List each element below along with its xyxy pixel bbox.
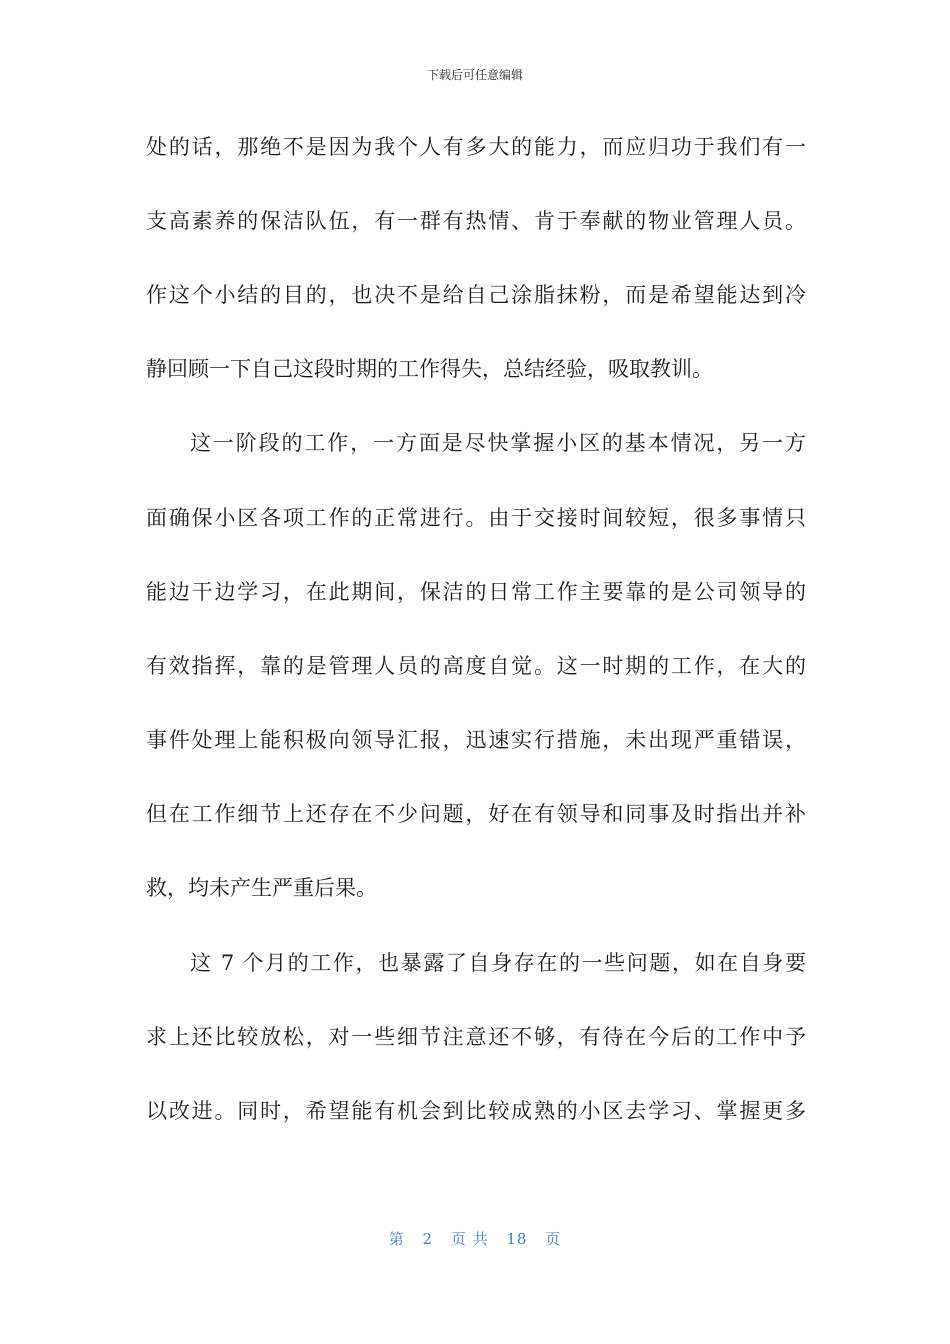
text-line: 处的话，那绝不是因为我个人有多大的能力，而应归功于我们有一 xyxy=(146,135,806,159)
text-line: 静回顾一下自己这段时期的工作得失，总结经验，吸取教训。 xyxy=(146,357,713,381)
total-suffix: 页 xyxy=(545,1230,562,1248)
text-line: 求上还比较放松，对一些细节注意还不够，有待在今后的工作中予 xyxy=(146,1025,806,1049)
text-line: 有效指挥，靠的是管理人员的高度自觉。这一时期的工作，在大的 xyxy=(146,654,806,678)
text-line: 支高素养的保洁队伍，有一群有热情、肯于奉献的物业管理人员。 xyxy=(146,209,806,233)
page-header: 下载后可任意编辑 xyxy=(426,68,523,82)
text-line: 作这个小结的目的，也决不是给自己涂脂抹粉，而是希望能达到冷 xyxy=(146,283,806,307)
text-line: 救，均未产生严重后果。 xyxy=(146,876,377,900)
page-label: 第 xyxy=(388,1230,405,1248)
text-line: 事件处理上能积极向领导汇报，迅速实行措施，未出现严重错误， xyxy=(146,728,806,752)
total-pages: 18 xyxy=(506,1230,528,1248)
text-line: 但在工作细节上还存在不少问题，好在有领导和同事及时指出并补 xyxy=(146,802,806,826)
page-number: 2 xyxy=(422,1230,434,1248)
text-line: 能边干边学习，在此期间，保洁的日常工作主要靠的是公司领导的 xyxy=(146,580,806,604)
text-line: 这一阶段的工作，一方面是尽快掌握小区的基本情况，另一方 xyxy=(190,431,806,455)
text-line: 这 7 个月的工作，也暴露了自身存在的一些问题，如在自身要 xyxy=(190,951,806,975)
text-line: 以改进。同时，希望能有机会到比较成熟的小区去学习、掌握更多 xyxy=(146,1099,806,1123)
page-suffix: 页 共 xyxy=(450,1230,489,1248)
page-footer xyxy=(0,1228,950,1249)
text-line: 面确保小区各项工作的正常进行。由于交接时间较短，很多事情只 xyxy=(146,506,806,530)
